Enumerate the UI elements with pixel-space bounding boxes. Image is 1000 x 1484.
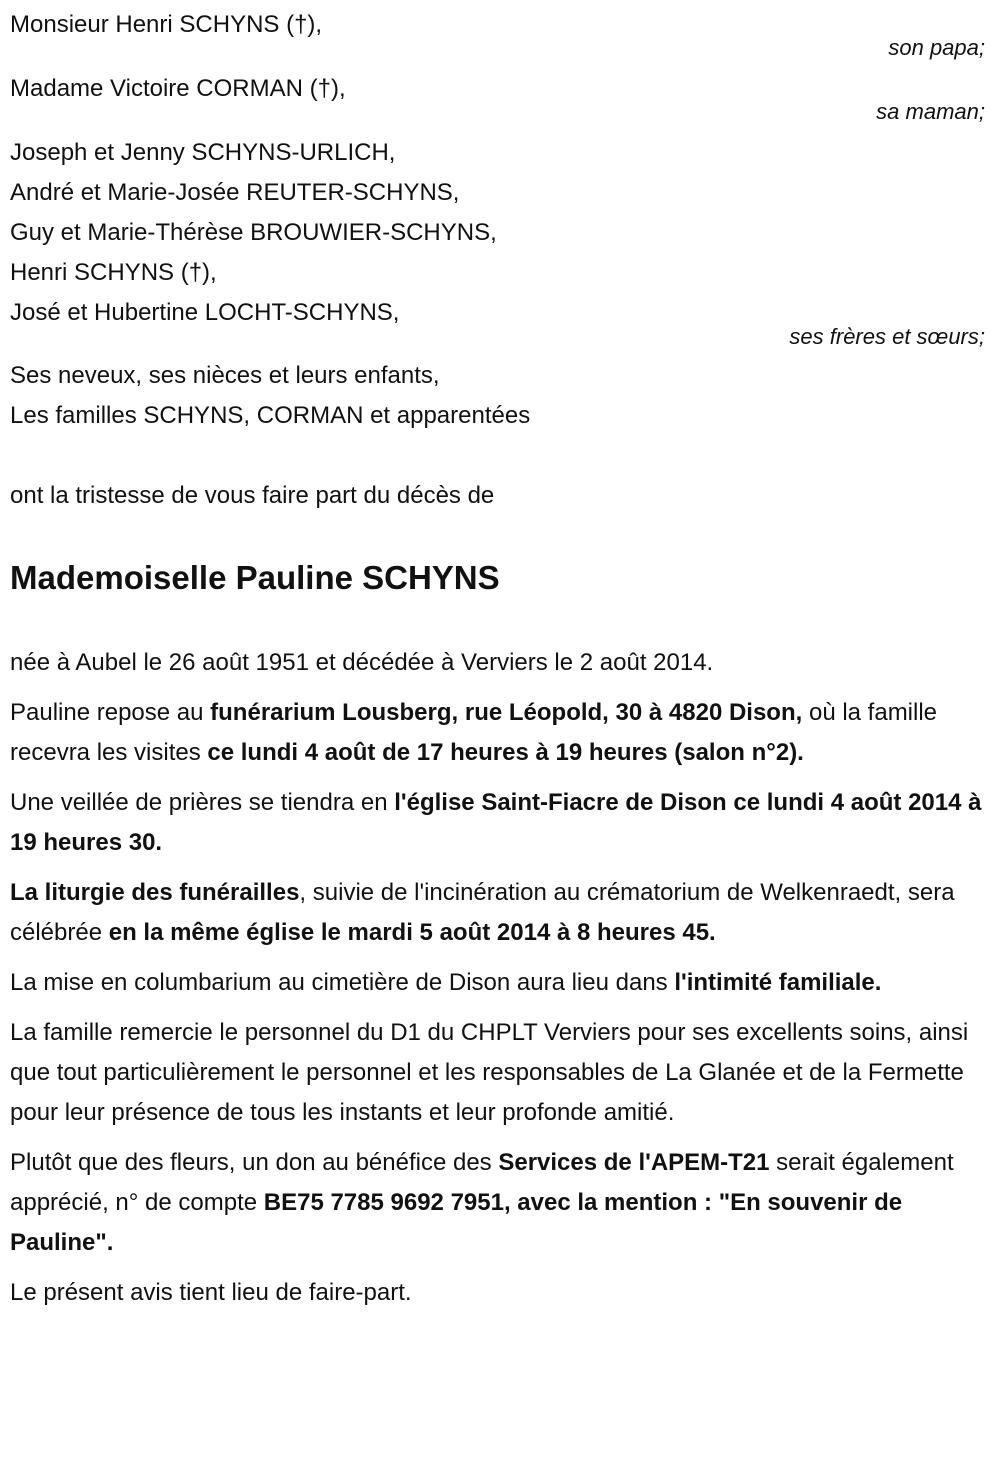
paragraph xyxy=(10,1143,985,1263)
family-group xyxy=(10,69,985,124)
bold-text: BE75 7785 9692 7951, avec la mention : "En souvenir de Pauline". xyxy=(10,1189,903,1256)
paragraph xyxy=(10,643,985,683)
text: Une veillée de prières se tiendra en xyxy=(10,789,395,816)
bold-text: La liturgie des funérailles xyxy=(10,879,300,906)
other-relatives xyxy=(10,356,985,436)
announcement-text: ont la tristesse de vous faire part du décès de xyxy=(10,482,495,509)
paragraph xyxy=(10,1273,985,1313)
paragraph xyxy=(10,693,985,773)
family-member: Joseph et Jenny SCHYNS-URLICH, xyxy=(10,139,396,166)
family-group xyxy=(10,133,985,349)
family-member: Madame Victoire CORMAN (†), xyxy=(10,75,346,102)
text: La mise en columbarium au cimetière de Dison aura lieu dans xyxy=(10,969,675,996)
bold-text: funérarium Lousberg, rue Léopold, 30 à 4820 Dison, xyxy=(210,699,803,726)
text: Le présent avis tient lieu de faire-part. xyxy=(10,1279,412,1306)
relatives-line: Ses neveux, ses nièces et leurs enfants, xyxy=(10,362,440,389)
bold-text: ce lundi 4 août de 17 heures à 19 heures (salon n°2). xyxy=(207,739,804,766)
bold-text: l'intimité familiale. xyxy=(674,969,882,996)
family-member: Monsieur Henri SCHYNS (†), xyxy=(10,11,323,38)
paragraph xyxy=(10,783,985,863)
bold-text: en la même église le mardi 5 août 2014 à 8 heures 45. xyxy=(108,919,716,946)
family-member: André et Marie-Josée REUTER-SCHYNS, xyxy=(10,179,460,206)
family-group xyxy=(10,5,985,60)
family-list xyxy=(10,5,985,349)
family-member: José et Hubertine LOCHT-SCHYNS, xyxy=(10,299,400,326)
obituary-body xyxy=(10,643,985,1313)
relation-label: son papa; xyxy=(888,35,985,60)
relation-label: ses frères et sœurs; xyxy=(789,324,985,349)
text: La famille remercie le personnel du D1 du CHPLT Verviers pour ses excellents soins, ainsi que tout particulièrement le personnel et les responsables de La Glanée et de la Fermette pour leur présence de tous les instants et leur profonde amitié. xyxy=(10,1019,969,1126)
family-member: Guy et Marie-Thérèse BROUWIER-SCHYNS, xyxy=(10,219,497,246)
text: Pauline repose au xyxy=(10,699,211,726)
deceased-name: Mademoiselle Pauline SCHYNS xyxy=(10,559,500,596)
paragraph xyxy=(10,1013,985,1133)
text: Plutôt que des fleurs, un don au bénéfice des xyxy=(10,1149,499,1176)
text: où la famille recevra les visites xyxy=(10,699,938,766)
bold-text: l'église Saint-Fiacre de Dison ce lundi 4 août 2014 à 19 heures 30. xyxy=(10,789,982,856)
text: , suivie de l'incinération au crématorium de Welkenraedt, sera célébrée xyxy=(10,879,955,946)
relatives-line: Les familles SCHYNS, CORMAN et apparentées xyxy=(10,402,531,429)
family-member: Henri SCHYNS (†), xyxy=(10,259,217,286)
paragraph xyxy=(10,873,985,953)
text: née à Aubel le 26 août 1951 et décédée à Verviers le 2 août 2014. xyxy=(10,649,714,676)
text: serait également apprécié, n° de compte xyxy=(10,1149,954,1216)
bold-text: Services de l'APEM-T21 xyxy=(498,1149,770,1176)
paragraph xyxy=(10,963,985,1003)
relation-label: sa maman; xyxy=(876,99,985,124)
